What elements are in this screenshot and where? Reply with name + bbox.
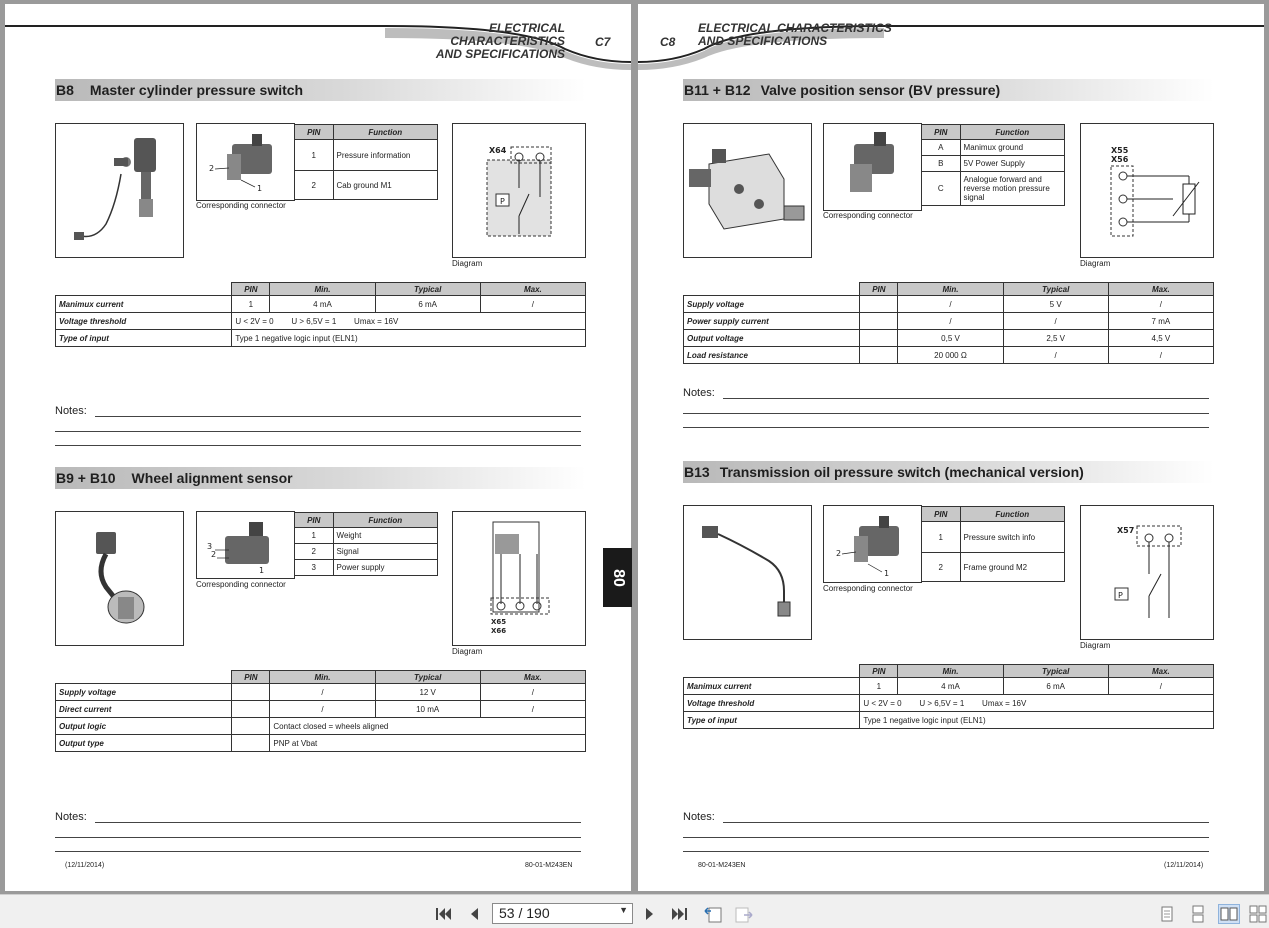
table-row: Type of input Type 1 negative logic input (ELN1)	[56, 330, 586, 347]
table-row: Output voltage 0,5 V 2,5 V 4,5 V	[684, 330, 1214, 347]
function-header: Function	[333, 513, 437, 528]
notes-label: Notes:	[683, 811, 715, 823]
last-page-button[interactable]	[669, 904, 691, 924]
diagram-caption: Diagram	[1080, 259, 1111, 268]
single-page-view-button[interactable]	[1156, 904, 1178, 924]
function-cell: Manimux ground	[960, 140, 1064, 156]
table-row: Voltage threshold U < 2V = 0 U > 6,5V = 1 Umax = 16V	[56, 313, 586, 330]
function-header: Function	[960, 125, 1064, 140]
chevron-down-icon[interactable]: ▼	[619, 905, 628, 915]
spec-table-b13: PIN Min. Typical Max. Manimux current 1 4 mA 6 mA / Voltage threshold U < 2V = 0 U > 6,5V = 1 Umax = 16V Type of input Type 1 negative logic input (ELN1)	[683, 664, 1214, 729]
pin-function-table	[294, 512, 438, 576]
wiring-diagram	[1080, 505, 1214, 640]
section-title-b9-b10: B9 + B10 Wheel alignment sensor	[55, 467, 586, 489]
page-code: C7	[595, 35, 611, 49]
diagram-svg	[1081, 506, 1213, 639]
continuous-facing-view-button[interactable]	[1247, 904, 1269, 924]
footer-ref: 80-01-M243EN	[525, 862, 573, 869]
function-cell: Frame ground M2	[960, 553, 1064, 582]
notes-label: Notes:	[55, 405, 87, 417]
pressure-switch-illustration	[56, 124, 183, 257]
connector-image	[823, 123, 922, 211]
notes-line	[723, 398, 1209, 399]
connector-image	[196, 511, 295, 579]
pin-cell: 1	[295, 528, 334, 544]
svg-text:X65: X65	[491, 618, 507, 626]
notes-line	[55, 431, 581, 432]
function-cell: Power supply	[333, 560, 437, 576]
svg-text:1: 1	[884, 569, 890, 578]
go-back-icon	[703, 905, 723, 923]
diagram-label: X64	[489, 146, 507, 155]
notes-line	[95, 416, 581, 417]
go-forward-icon	[734, 905, 754, 923]
spec-table-b8: PIN Min. Typical Max. Manimux current 1 4 mA 6 mA / Voltage threshold U < 2V = 0 U > 6,5V = 1 Umax = 16V Type of input Type 1 negative logic input (ELN1)	[55, 282, 586, 347]
svg-text:P: P	[500, 197, 505, 206]
next-page-button[interactable]	[639, 904, 661, 924]
function-cell: Cab ground M1	[333, 171, 437, 200]
spec-table-b11-b12: PIN Min. Typical Max. Supply voltage / 5 V / Power supply current / / 7 mA Output voltage 0,5 V 2,5 V 4,5 V Load resistance 20 000 Ω / /	[683, 282, 1214, 364]
footer-ref: 80-01-M243EN	[698, 862, 746, 869]
table-row: Voltage threshold U < 2V = 0 U > 6,5V = 1 Umax = 16V	[684, 695, 1214, 712]
continuous-view-icon	[1190, 905, 1206, 923]
connector-caption: Corresponding connector	[196, 201, 286, 210]
oil-pressure-switch-illustration	[684, 506, 811, 639]
notes-line	[55, 837, 581, 838]
diagram-svg	[453, 124, 585, 257]
pin-cell: 2	[295, 544, 334, 560]
continuous-view-button[interactable]	[1187, 904, 1209, 924]
function-cell: Analogue forward and reverse motion pressure signal	[960, 172, 1064, 206]
table-row: Power supply current / / 7 mA	[684, 313, 1214, 330]
function-cell: Pressure information	[333, 140, 437, 171]
table-row: Supply voltage / 12 V /	[56, 684, 586, 701]
left-page	[5, 4, 631, 891]
svg-text:2: 2	[211, 550, 217, 559]
first-page-icon	[434, 906, 452, 922]
svg-text:X57: X57	[1117, 526, 1135, 535]
pin-function-table	[921, 124, 1065, 206]
pin-cell: C	[922, 172, 961, 206]
footer-date: (12/11/2014)	[1164, 862, 1204, 869]
single-page-view-icon	[1159, 905, 1175, 923]
diagram-caption: Diagram	[452, 259, 483, 268]
section-title-b8: B8 Master cylinder pressure switch	[55, 79, 586, 101]
page-number-field[interactable]: 53 / 190 ▼	[492, 903, 633, 924]
notes-line	[55, 851, 581, 852]
svg-text:P: P	[1118, 591, 1123, 600]
component-image	[55, 511, 184, 646]
wiring-diagram	[1080, 123, 1214, 258]
table-row: Output type PNP at Vbat	[56, 735, 586, 752]
table-row: Load resistance 20 000 Ω / /	[684, 347, 1214, 364]
notes-line	[723, 822, 1209, 823]
spec-table-b9-b10: PIN Min. Typical Max. Supply voltage / 12 V / Direct current / 10 mA / Output logic Contact closed = wheels aligned Output type PNP at Vbat	[55, 670, 586, 752]
last-page-icon	[671, 906, 689, 922]
notes-label: Notes:	[683, 387, 715, 399]
footer-date: (12/11/2014)	[65, 862, 105, 869]
pin-cell: 2	[922, 553, 961, 582]
go-back-button[interactable]	[702, 904, 724, 924]
connector-image	[196, 123, 295, 201]
svg-text:2: 2	[836, 549, 842, 558]
table-row: Direct current / 10 mA /	[56, 701, 586, 718]
section-title-b13: B13 Transmission oil pressure switch (mechanical version)	[683, 461, 1214, 483]
connector-caption: Corresponding connector	[823, 211, 913, 220]
continuous-facing-view-icon	[1249, 905, 1267, 923]
connector-caption: Corresponding connector	[823, 584, 913, 593]
table-row: Supply voltage / 5 V /	[684, 296, 1214, 313]
connector-image	[823, 505, 922, 583]
table-row: Manimux current 1 4 mA 6 mA /	[684, 678, 1214, 695]
svg-text:X56: X56	[1111, 155, 1129, 164]
notes-line	[95, 822, 581, 823]
wiring-diagram	[452, 123, 586, 258]
diagram-caption: Diagram	[1080, 641, 1111, 650]
page-code: C8	[660, 35, 676, 49]
function-cell: Signal	[333, 544, 437, 560]
diagram-svg	[1081, 124, 1213, 257]
svg-text:3: 3	[207, 542, 213, 551]
pin-function-table	[921, 506, 1065, 582]
diagram-caption: Diagram	[452, 647, 483, 656]
first-page-button[interactable]	[432, 904, 454, 924]
pin-header: PIN	[922, 125, 961, 140]
diagram-svg	[453, 512, 585, 645]
notes-line	[55, 445, 581, 446]
go-forward-button[interactable]	[733, 904, 755, 924]
pin-cell: B	[922, 156, 961, 172]
notes-line	[683, 851, 1209, 852]
component-image	[683, 123, 812, 258]
notes-line	[683, 413, 1209, 414]
valve-sensor-illustration	[684, 124, 811, 257]
section-title-b11-b12: B11 + B12 Valve position sensor (BV pressure)	[683, 79, 1214, 101]
connector-illustration	[197, 124, 294, 200]
facing-pages-view-icon	[1220, 906, 1238, 922]
function-cell: Pressure switch info	[960, 522, 1064, 553]
connector-illustration	[824, 506, 921, 582]
table-row: Type of input Type 1 negative logic input (ELN1)	[684, 712, 1214, 729]
pin-cell: A	[922, 140, 961, 156]
table-row: Output logic Contact closed = wheels aligned	[56, 718, 586, 735]
prev-page-button[interactable]	[463, 904, 485, 924]
function-header: Function	[333, 125, 437, 140]
pin-cell: 1	[295, 140, 334, 171]
pin-header: PIN	[295, 513, 334, 528]
alignment-sensor-illustration	[56, 512, 183, 645]
header-title: ELECTRICAL CHARACTERISTICS AND SPECIFICATIONS	[435, 21, 565, 61]
pin-header: PIN	[922, 507, 961, 522]
function-cell: 5V Power Supply	[960, 156, 1064, 172]
navigation-toolbar	[0, 894, 1269, 928]
connector-illustration	[197, 512, 294, 578]
svg-text:1: 1	[259, 566, 265, 575]
svg-text:1: 1	[257, 184, 263, 193]
header-title: ELECTRICAL CHARACTERISTICS AND SPECIFICATIONS	[698, 21, 892, 48]
pin-cell: 2	[295, 171, 334, 200]
table-row: Manimux current 1 4 mA 6 mA /	[56, 296, 586, 313]
svg-text:X66: X66	[491, 627, 507, 635]
section-tab: 80	[603, 548, 632, 607]
connector-illustration	[824, 124, 921, 210]
svg-text:X55: X55	[1111, 146, 1129, 155]
wiring-diagram	[452, 511, 586, 646]
pin-function-table	[294, 124, 438, 200]
right-page	[638, 4, 1264, 891]
notes-line	[683, 427, 1209, 428]
pin-cell: 1	[922, 522, 961, 553]
facing-pages-view-button[interactable]	[1218, 904, 1240, 924]
pin-header: PIN	[295, 125, 334, 140]
notes-label: Notes:	[55, 811, 87, 823]
component-image	[55, 123, 184, 258]
function-cell: Weight	[333, 528, 437, 544]
next-page-icon	[643, 906, 657, 922]
prev-page-icon	[467, 906, 481, 922]
component-image	[683, 505, 812, 640]
function-header: Function	[960, 507, 1064, 522]
connector-caption: Corresponding connector	[196, 580, 286, 589]
svg-text:2: 2	[209, 164, 215, 173]
pin-cell: 3	[295, 560, 334, 576]
notes-line	[683, 837, 1209, 838]
